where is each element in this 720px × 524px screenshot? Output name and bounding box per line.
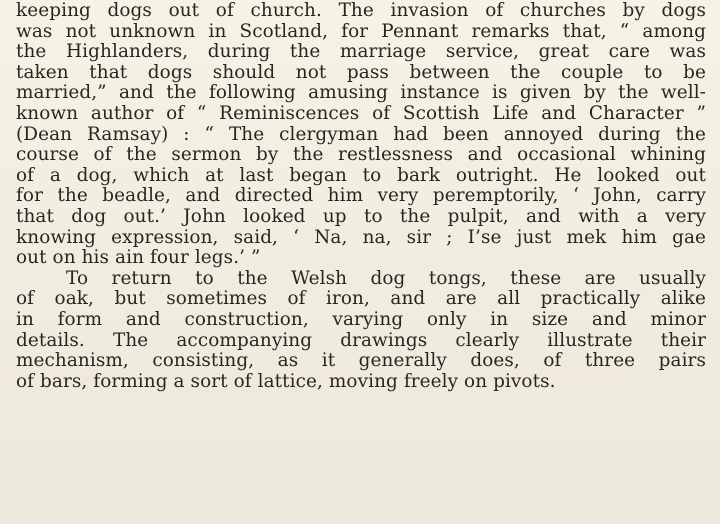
text-line: was not unknown in Scotland, for Pennant remarks that, “ among	[16, 20, 706, 42]
text-line: of bars, forming a sort of lattice, moving freely on pivots.	[16, 370, 556, 392]
text-line: knowing expression, said, ‘ Na, na, sir ; I’se just mek him gae	[16, 226, 706, 248]
text-line: out on his ain four legs.’ ”	[16, 247, 261, 269]
text-line: for the beadle, and directed him very peremptorily, ‘ John, carry	[16, 185, 706, 207]
text-line: in form and construction, varying only in size and minor	[16, 308, 706, 330]
text-line: To return to the Welsh dog tongs, these are usually	[66, 267, 706, 289]
text-line: of a dog, which at last began to bark outright. He looked out	[16, 164, 706, 186]
text-line: (Dean Ramsay) : “ The clergyman had been annoyed during the	[16, 123, 706, 145]
text-line: of oak, but sometimes of iron, and are all practically alike	[16, 288, 706, 310]
text-line: that dog out.’ John looked up to the pulpit, and with a very	[16, 205, 706, 227]
paragraph-welsh-dog-tongs	[16, 269, 706, 393]
body-text	[16, 1, 706, 392]
text-line: known author of “ Reminiscences of Scottish Life and Character ”	[16, 102, 706, 124]
text-line: married,” and the following amusing instance is given by the well-	[16, 82, 706, 104]
text-line: details. The accompanying drawings clearly illustrate their	[16, 329, 706, 351]
paragraph-dogs-in-church	[16, 1, 706, 269]
text-line: taken that dogs should not pass between the couple to be	[16, 61, 706, 83]
text-line: the Highlanders, during the marriage service, great care was	[16, 41, 706, 63]
text-line: course of the sermon by the restlessness and occasional whining	[16, 144, 706, 166]
text-line: keeping dogs out of church. The invasion of churches by dogs	[16, 0, 706, 21]
text-line: mechanism, consisting, as it generally does, of three pairs	[16, 350, 706, 372]
